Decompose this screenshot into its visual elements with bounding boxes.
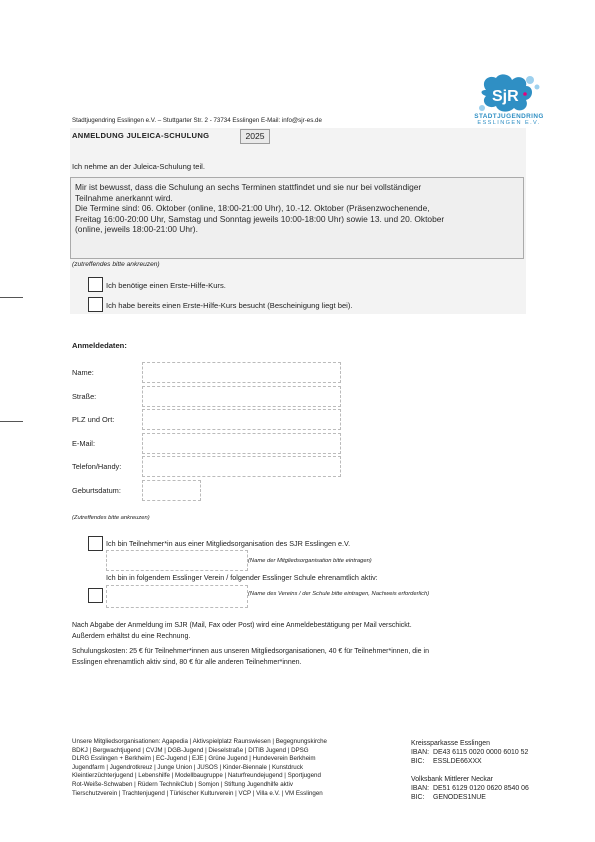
birthdate-label: Geburtsdatum:	[72, 486, 121, 495]
birthdate-field[interactable]	[142, 480, 201, 501]
member-organisations-list: Unsere Mitgliedsorganisationen: Agapedia | Aktivspielplatz Raunswiesen | Begegnungskirche BDKJ | Bergwachtjugend | CVJM | DGB-Jugend | Dieselstraße | DITIB Jugend | DPSG DLRG Esslingen + Berkheim | EC-Jugend | EJE | Grüne Jugend | Hundeverein Berkheim Jugendfarm | Jugendrotkreuz | Junge Union | JUSOS | Kinder-Biennale | Kunstdruck Kleintierzüchterjugend | Lebenshilfe | Modellbaugruppe | Naturfreundejugend | Sportjugend Rot-Weiße-Schwaben | Rüdern TechnikClub | Somjon | Stiftung Jugendhilfe aktiv Tierschutzverein | Trachtenjugend | Türkischer Kulturverein | VCP | Villa e.V. | VM Esslingen	[72, 738, 327, 797]
confirmation-note: Nach Abgabe der Anmeldung im SJR (Mail, Fax oder Post) wird eine Anmeldebestätigung per Mail verschickt. Außerdem erhältst du eine Rechnung.	[72, 622, 412, 640]
logo-wordmark: STADTJUGENDRING ESSLINGEN E.V.	[474, 113, 544, 126]
name-field[interactable]	[142, 362, 341, 383]
phone-label: Telefon/Handy:	[72, 462, 122, 471]
email-field[interactable]	[142, 433, 341, 454]
bic-value: GENODES1NUE	[433, 794, 486, 801]
schedule-info-box	[70, 177, 524, 259]
member-org-hint: (Name der Mitgliedsorganisation bitte eintragen)	[248, 558, 372, 564]
schedule-info-text: Mir ist bewusst, dass die Schulung an sechs Terminen stattfindet und sie nur bei vollständiger Teilnahme anerkannt wird. Die Termine sind: 06. Oktober (online, 18:00-21:00 Uhr), 10.-12. Oktober (Präsenzwochenende, Freitag 16:00-20:00 Uhr, Samstag und Sonntag jeweils 10:00-18:00 Uhr) sowie 13. und 20. Oktober (online, jeweils 18:00-21:00 Uhr).	[75, 182, 445, 235]
registration-tick-hint: (Zutreffendes bitte ankreuzen)	[72, 515, 150, 521]
sjr-logo-mark	[468, 72, 548, 116]
tick-hint: (zutreffendes bitte ankreuzen)	[72, 261, 160, 268]
sjr-logo	[468, 72, 548, 130]
bic-value: ESSLDE66XXX	[433, 758, 482, 765]
zip-city-field[interactable]	[142, 409, 341, 430]
bank-name: Kreissparkasse Esslingen	[411, 740, 490, 747]
member-org-field[interactable]	[106, 550, 248, 571]
street-field[interactable]	[142, 386, 341, 407]
fees-note: Schulungskosten: 25 € für Teilnehmer*innen aus unseren Mitgliedsorganisationen, 40 € für Teilnehmer*innen, die in Esslingen ehrenamtlich aktiv sind, 80 € für alle anderen Teilnehmer*innen.	[72, 648, 429, 666]
bank-name: Volksbank Mittlerer Neckar	[411, 776, 493, 783]
fold-mark-bottom	[0, 421, 23, 422]
first-aid-needed-checkbox[interactable]	[88, 277, 103, 292]
registration-heading: Anmeldedaten:	[72, 341, 127, 350]
club-field[interactable]	[106, 585, 248, 608]
email-label: E-Mail:	[72, 439, 95, 448]
member-org-label: Ich bin Teilnehmer*in aus einer Mitgliedsorganisation des SJR Esslingen e.V.	[106, 539, 351, 548]
phone-field[interactable]	[142, 456, 341, 477]
name-label: Name:	[72, 368, 94, 377]
zip-city-label: PLZ und Ort:	[72, 415, 115, 424]
bank-details-voba: Volksbank Mittlerer Neckar IBAN: DE51 6129 0120 0620 8540 06 BIC: GENODES1NUE	[411, 776, 529, 801]
first-aid-done-checkbox[interactable]	[88, 297, 103, 312]
iban-value: DE43 6115 0020 0000 6010 52	[433, 749, 529, 756]
first-aid-needed-label: Ich benötige einen Erste-Hilfe-Kurs.	[106, 281, 226, 290]
club-label: Ich bin in folgendem Esslinger Verein / folgender Esslinger Schule ehrenamtlich aktiv:	[106, 573, 378, 582]
club-hint: (Name des Vereins / der Schule bitte eintragen, Nachweis erforderlich)	[248, 591, 430, 597]
bank-details-ksk: Kreissparkasse Esslingen IBAN: DE43 6115 0020 0000 6010 52 BIC: ESSLDE66XXX	[411, 740, 529, 765]
year-field[interactable]: 2025	[240, 129, 270, 144]
club-checkbox[interactable]	[88, 588, 103, 603]
iban-value: DE51 6129 0120 0620 8540 06	[433, 785, 529, 792]
member-org-checkbox[interactable]	[88, 536, 103, 551]
street-label: Straße:	[72, 392, 97, 401]
fold-mark-top	[0, 297, 23, 298]
first-aid-done-label: Ich habe bereits einen Erste-Hilfe-Kurs besucht (Bescheinigung liegt bei).	[106, 301, 353, 310]
participation-statement: Ich nehme an der Juleica-Schulung teil.	[72, 162, 205, 171]
form-title: ANMELDUNG JULEICA-SCHULUNG	[72, 131, 210, 140]
svg-text:SjR: SjR	[492, 88, 519, 105]
sender-address: Stadtjugendring Esslingen e.V. – Stuttgarter Str. 2 - 73734 Esslingen E-Mail: info@sjr-es.de	[72, 117, 322, 124]
